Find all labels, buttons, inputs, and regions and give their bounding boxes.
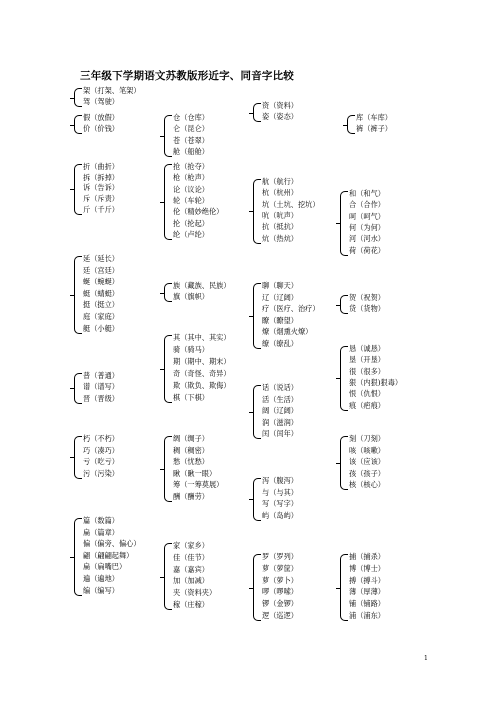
- word-item: 欺（欺负、欺侮）: [173, 380, 231, 390]
- word-item: 恨（仇恨）: [349, 389, 385, 399]
- word-item: 驾（驾驶）: [83, 97, 119, 106]
- word-item: 润（滋润）: [262, 417, 298, 427]
- word-item: 折（曲折）: [83, 162, 119, 171]
- word-item: 遍（遍地）: [83, 574, 119, 583]
- word-item: 污（污染）: [83, 468, 119, 478]
- word-item: 旗（旗帜）: [173, 292, 209, 302]
- word-item: 何（为何）: [349, 222, 385, 232]
- word-item: 夹（资料夹）: [173, 588, 217, 598]
- word-item: 稠（稠密）: [173, 445, 209, 455]
- word-item: 恳（诚恳）: [349, 344, 385, 353]
- word-item: 加（加减）: [173, 576, 209, 586]
- word-item: 朽（不朽）: [83, 434, 119, 443]
- group-brace: [253, 283, 261, 349]
- word-item: 骑（骑马）: [173, 344, 209, 354]
- word-item: 嘉（嘉宾）: [173, 564, 209, 574]
- word-item: 期（期中、期末）: [173, 356, 231, 366]
- word-item: 博（博士）: [349, 563, 385, 573]
- word-item: 航（航行）: [262, 177, 298, 186]
- word-item: 佳（佳节）: [173, 552, 209, 562]
- word-item: 亏（吃亏）: [83, 457, 119, 467]
- word-item: 瞅（瞅一眼）: [173, 468, 217, 478]
- word-item: 写（写字）: [262, 499, 298, 509]
- word-item: 普（普通）: [83, 371, 119, 380]
- group-brace: [74, 518, 82, 596]
- group-brace: [164, 283, 172, 302]
- word-item: 瞭（瞭望）: [262, 315, 298, 325]
- word-item: 愁（忧愁）: [173, 457, 209, 467]
- word-item: 合（合作）: [349, 200, 385, 210]
- word-item: 诉（告诉）: [83, 183, 119, 193]
- group-brace: [164, 436, 172, 502]
- group-brace: [340, 191, 348, 256]
- word-item: 翩（翩翩起舞）: [83, 550, 134, 560]
- word-item: 苍（苍翠）: [173, 135, 209, 145]
- page-number: 1: [424, 655, 428, 662]
- word-item: 挺（挺立）: [83, 300, 119, 310]
- word-item: 论（议论）: [173, 184, 209, 194]
- word-item: 捕（捕杀）: [349, 552, 385, 561]
- group-brace: [340, 295, 348, 314]
- word-item: 艇（小艇）: [83, 323, 119, 333]
- word-item: 抗（抵抗）: [262, 222, 298, 232]
- group-brace: [164, 335, 172, 403]
- word-item: 庭（家庭）: [83, 312, 119, 321]
- word-item: 抢（抢夺）: [173, 162, 209, 171]
- word-item: 斥（斥责）: [83, 194, 119, 204]
- word-item: 薄（厚薄）: [349, 587, 385, 597]
- group-brace: [340, 346, 348, 411]
- group-brace: [74, 436, 82, 479]
- word-item: 仓（仓库）: [173, 113, 209, 122]
- word-item: 货（货物）: [349, 304, 385, 314]
- group-brace: [74, 115, 82, 134]
- word-item: 缭（缭乱）: [262, 339, 298, 348]
- word-item: 河（河水）: [349, 234, 385, 244]
- group-brace: [340, 554, 348, 621]
- word-item: 拆（拆掉）: [83, 172, 119, 182]
- group-brace: [74, 256, 82, 334]
- word-item: 痕（疤痕）: [349, 400, 385, 410]
- word-item: 家（家乡）: [173, 541, 209, 550]
- word-item: 架（打架、笔架）: [83, 86, 141, 95]
- word-item: 和（和气）: [349, 189, 385, 198]
- word-item: 资（资料）: [262, 101, 298, 110]
- word-item: 燎（烟熏火燎）: [262, 327, 313, 337]
- word-item: 疗（医疗、治疗）: [262, 304, 320, 314]
- word-item: 延（延长）: [83, 254, 119, 263]
- word-item: 聊（聊天）: [262, 281, 298, 290]
- word-item: 刻（刀刻）: [349, 434, 385, 443]
- word-item: 价（价钱）: [83, 124, 119, 134]
- group-brace: [253, 103, 261, 122]
- word-item: 筹（一筹莫展）: [173, 480, 224, 490]
- word-item: 浦（浦东）: [349, 611, 385, 620]
- word-item: 萝（萝筐）: [262, 563, 298, 573]
- word-item: 话（说话）: [262, 383, 298, 392]
- group-brace: [253, 554, 261, 621]
- word-item: 孩（孩子）: [349, 468, 385, 478]
- word-item: 狠（内狠)狠毒）: [349, 377, 403, 387]
- group-brace: [253, 179, 261, 244]
- group-brace: [74, 373, 82, 404]
- word-item: 篇（数篇）: [83, 516, 119, 525]
- page-title: 三年级下学期语文苏教版形近字、同音字比较: [80, 70, 294, 82]
- group-brace: [74, 88, 82, 107]
- group-brace: [164, 115, 172, 157]
- word-item: 编（编写）: [83, 585, 119, 595]
- word-item: 荷（荷花）: [349, 245, 385, 255]
- word-item: 逻（巡逻）: [262, 611, 298, 620]
- word-item: 杭（杭州）: [262, 188, 298, 198]
- word-item: 泻（腹泻）: [262, 476, 298, 485]
- word-item: 轮（车轮）: [173, 195, 209, 205]
- word-item: 斤（千斤）: [83, 204, 119, 214]
- group-brace: [253, 385, 261, 439]
- word-item: 库（车库）: [356, 113, 392, 122]
- word-item: 偏（偏旁、偏心）: [83, 539, 141, 549]
- group-brace: [74, 164, 82, 215]
- word-item: 搏（搏斗）: [349, 575, 385, 585]
- word-item: 奇（奇怪、奇异）: [173, 368, 231, 378]
- word-item: 辽（辽阔）: [262, 292, 298, 302]
- word-item: 该（应该）: [349, 457, 385, 467]
- word-item: 与（与其）: [262, 487, 298, 497]
- word-item: 纶（卢纶）: [173, 229, 209, 239]
- word-item: 垦（开垦）: [349, 355, 385, 365]
- word-item: 抡（抡起）: [173, 218, 209, 228]
- word-item: 坑（土坑、挖坑）: [262, 199, 320, 209]
- word-item: 舱（船舱）: [173, 146, 209, 156]
- word-item: 铺（铺路）: [349, 599, 385, 609]
- word-item: 很（很多）: [349, 366, 385, 376]
- word-item: 谱（谱写）: [83, 382, 119, 392]
- word-item: 蜒（蜿蜒）: [83, 277, 119, 287]
- word-item: 枪（枪声）: [173, 173, 209, 183]
- group-brace: [164, 164, 172, 240]
- word-item: 姿（姿态）: [262, 112, 298, 122]
- word-item: 咳（咳嗽）: [349, 445, 385, 455]
- word-item: 扁（扁嘴巴）: [83, 562, 127, 572]
- word-item: 吭（吭声）: [262, 210, 298, 220]
- word-item: 屿（岛屿）: [262, 510, 298, 520]
- word-item: 假（放假）: [83, 113, 119, 122]
- group-brace: [347, 115, 355, 134]
- word-item: 啰（啰嗦）: [262, 587, 298, 597]
- word-item: 酬（酬劳）: [173, 492, 209, 501]
- word-item: 巧（凑巧）: [83, 445, 119, 455]
- word-item: 贺（祝贺）: [349, 293, 385, 302]
- word-item: 棋（下棋）: [173, 392, 209, 402]
- word-item: 炕（热炕）: [262, 233, 298, 243]
- word-item: 晋（晋级）: [83, 393, 119, 403]
- word-item: 族（藏族、民族）: [173, 281, 231, 290]
- word-item: 蜓（蜻蜓）: [83, 288, 119, 298]
- word-item: 锣（金锣）: [262, 599, 298, 609]
- word-item: 仑（昆仑）: [173, 124, 209, 134]
- group-brace: [253, 478, 261, 521]
- word-item: 活（生活）: [262, 394, 298, 404]
- word-item: 廷（宫廷）: [83, 265, 119, 275]
- word-item: 稼（庄稼）: [173, 600, 209, 609]
- word-item: 扁（篇章）: [83, 527, 119, 537]
- word-item: 呵（呵气）: [349, 211, 385, 221]
- word-item: 萝（萝卜）: [262, 575, 298, 585]
- word-item: 绸（绸子）: [173, 434, 209, 443]
- word-item: 核（核心）: [349, 480, 385, 490]
- word-item: 罗（罗列）: [262, 552, 298, 561]
- group-brace: [164, 543, 172, 610]
- word-item: 伦（精妙绝伦）: [173, 207, 224, 217]
- word-item: 裤（裤子）: [356, 124, 392, 134]
- group-brace: [340, 436, 348, 490]
- word-item: 闰（闰年）: [262, 429, 298, 439]
- word-item: 阔（辽阔）: [262, 406, 298, 416]
- word-item: 其（其中、其实）: [173, 333, 231, 342]
